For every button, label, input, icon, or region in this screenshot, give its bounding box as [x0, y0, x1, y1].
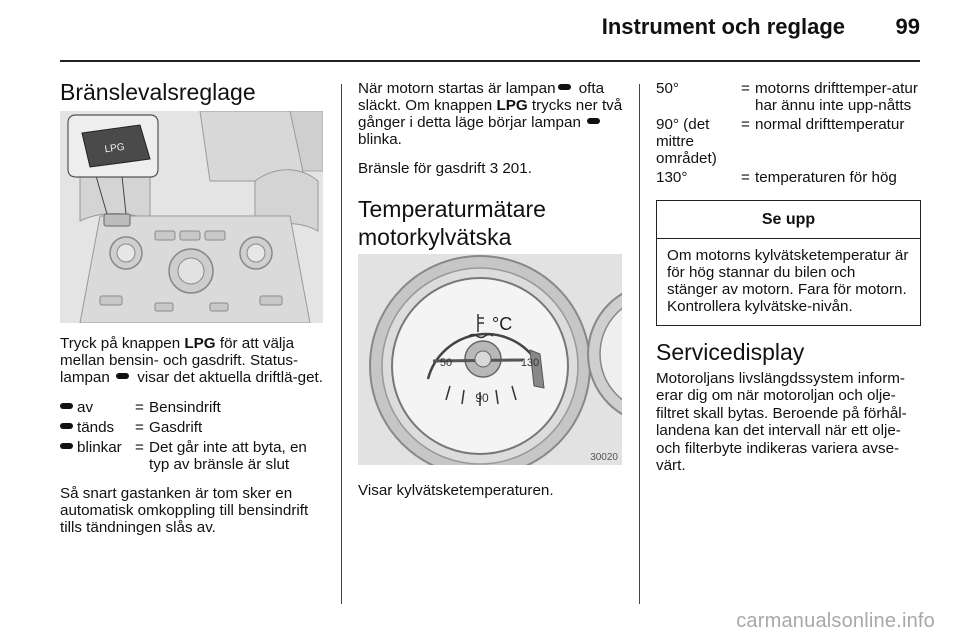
definition-row: 50° = motorns drifttemper-atur har ännu inte upp-nåtts	[656, 80, 918, 114]
column-3	[656, 80, 921, 474]
page-number: 99	[895, 14, 920, 39]
lamp-state-definitions	[60, 399, 325, 473]
definition-row: 130° = temperaturen för hög	[656, 169, 897, 186]
dashboard-illustration	[60, 111, 323, 323]
column-1	[60, 72, 325, 106]
caution-box	[656, 200, 921, 326]
gauge-tick-90: 90	[475, 391, 489, 405]
column-1-body	[60, 335, 325, 536]
lpg-lamp-icon	[558, 84, 571, 90]
definition-row: av = Bensindrift	[60, 399, 325, 416]
watermark: carmanualsonline.info	[736, 610, 935, 632]
caution-title: Se upp	[657, 201, 920, 239]
paragraph-lpg-intro: Tryck på knappen LPG för att välja mellan bensin- och gasdrift. Status-lampan visar det aktuella driftlä-get.	[60, 335, 323, 386]
paragraph-lamp-start: När motorn startas är lampan ofta släckt. Om knappen LPG trycks ner två gånger i detta läge börjar lampan blinka.	[358, 80, 623, 148]
running-header-title: Instrument och reglage	[601, 14, 845, 39]
gauge-value-definitions	[656, 80, 921, 186]
header-rule	[60, 60, 920, 62]
figure-number: 30020	[590, 452, 618, 463]
paragraph-fuel-reference: Bränsle för gasdrift 3 201.	[358, 160, 532, 177]
lpg-lamp-icon	[60, 423, 73, 429]
section-heading-coolant-gauge: Temperaturmätare motorkylvätska	[358, 196, 546, 250]
column-2-caption	[358, 482, 626, 499]
caution-body: Om motorns kylvätsketemperatur är för hög stannar du bilen och stänger av motorn. Fara för motorn. Kontrollera kylvätske-nivån.	[667, 247, 909, 315]
lpg-lamp-icon	[587, 118, 600, 124]
lpg-lamp-icon	[60, 403, 73, 409]
column-divider-1	[341, 84, 342, 604]
lpg-lamp-icon	[60, 443, 73, 449]
figure-lpg-button	[60, 111, 323, 323]
section-heading-service-display: Servicedisplay	[656, 339, 805, 365]
column-2	[358, 80, 626, 251]
paragraph-auto-switch: Så snart gastanken är tom sker en automatisk omkoppling till bensindrift tills tändningen slås av.	[60, 485, 309, 536]
lpg-button-label: LPG	[103, 141, 126, 156]
gauge-unit-label: °C	[492, 314, 513, 334]
gauge-tick-50: 50	[439, 357, 453, 369]
lpg-lamp-icon	[116, 373, 129, 379]
coolant-gauge-illustration	[358, 254, 622, 465]
gauge-tick-130: 130	[520, 357, 540, 369]
gauge-caption: Visar kylvätsketemperaturen.	[358, 482, 554, 499]
column-divider-2	[639, 84, 640, 604]
definition-row: blinkar = Det går inte att byta, en typ av bränsle är slut	[60, 439, 325, 473]
section-heading-fuel-selector: Bränslevalsreglage	[60, 79, 256, 105]
definition-row: 90° (det mittre området) = normal drifttemperatur	[656, 116, 905, 167]
definition-row: tänds = Gasdrift	[60, 419, 325, 436]
paragraph-service-display: Motoroljans livslängdssystem inform-erar dig om när motoroljan och olje-filtret skall bytas. Beroende på förhål-landena kan det intervall när ett olje- och filterbyte indikeras variera avse-värt.	[656, 370, 907, 475]
page-reference-arrow-icon: 3	[489, 160, 499, 177]
figure-coolant-gauge	[358, 254, 622, 465]
